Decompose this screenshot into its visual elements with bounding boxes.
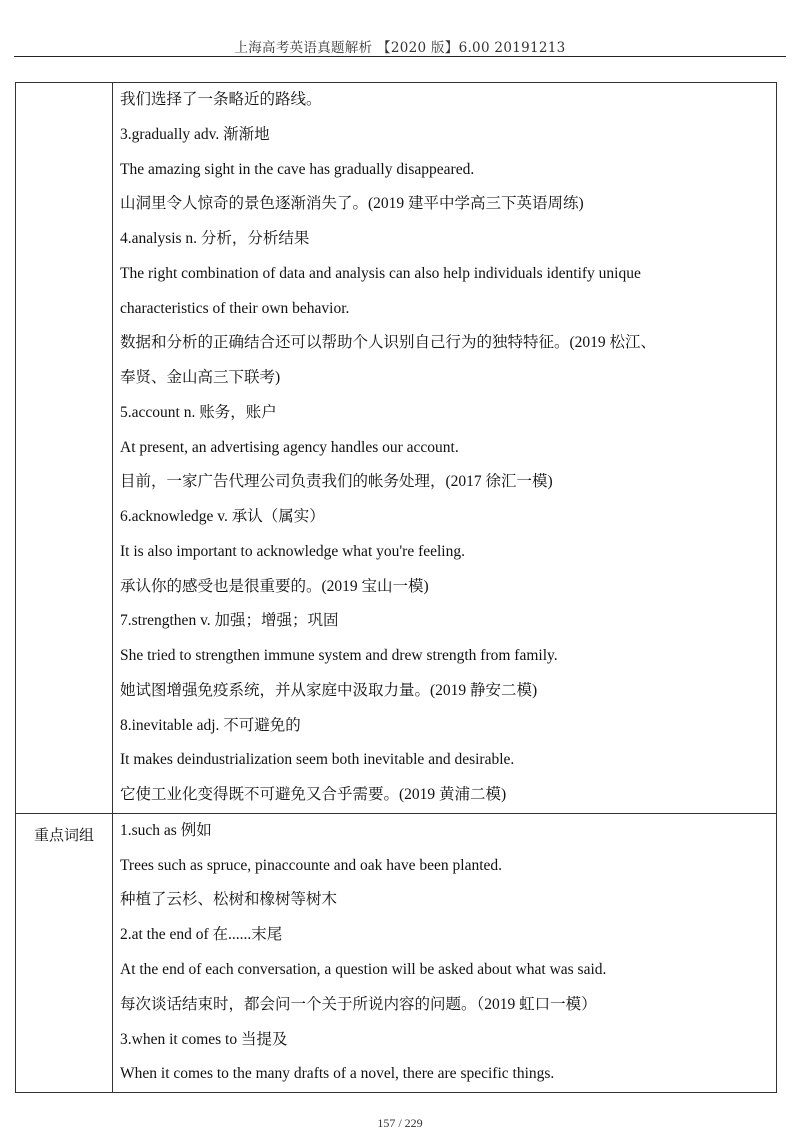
table-row [16, 83, 777, 814]
content-line: 数据和分析的正确结合还可以帮助个人识别自己行为的独特特征。(2019 松江、 [120, 334, 657, 352]
content-line: 承认你的感受也是很重要的。(2019 宝山一模) [120, 577, 429, 595]
content-line: The right combination of data and analysis can also help individuals identify unique [120, 264, 641, 282]
content-line: She tried to strengthen immune system and drew strength from family. [120, 647, 558, 664]
content-line: 每次谈话结束时，都会问一个关于所说内容的问题。（2019 虹口一模） [120, 995, 597, 1013]
content-line: Trees such as spruce, pinaccounte and oak have been planted. [120, 856, 503, 874]
content-line: 3.gradually adv. 渐渐地 [120, 125, 270, 143]
content-line: At the end of each conversation, a question will be asked about what was said. [120, 960, 607, 978]
content-line: The amazing sight in the cave has gradually disappeared. [120, 160, 475, 178]
content-line: 我们选择了一条略近的路线。 [120, 91, 322, 108]
row-content [113, 813, 777, 1092]
content-line: 山洞里令人惊奇的景色逐渐消失了。(2019 建平中学高三下英语周练) [120, 195, 584, 213]
content-line: 目前，一家广告代理公司负责我们的帐务处理，(2017 徐汇一模) [120, 473, 553, 491]
content-line: 1.such as 例如 [120, 821, 212, 839]
page-number: 157 / 229 [377, 1116, 423, 1130]
content-line: 7.strengthen v. 加强；增强；巩固 [120, 612, 339, 630]
content-line: 种植了云杉、松树和橡树等树木 [120, 891, 338, 909]
content-line: characteristics of their own behavior. [120, 299, 350, 317]
vocabulary-table [15, 82, 777, 1093]
content-line: At present, an advertising agency handles our account. [120, 438, 459, 456]
content-line: 8.inevitable adj. 不可避免的 [120, 716, 301, 734]
content-line: 她试图增强免疫系统，并从家庭中汲取力量。(2019 静安二模) [120, 681, 538, 699]
content-line: 5.account n. 账务，账户 [120, 403, 277, 421]
content-line: 2.at the end of 在......末尾 [120, 926, 283, 944]
content-line: When it comes to the many drafts of a novel, there are specific things. [120, 1065, 555, 1083]
content-line: 3.when it comes to 当提及 [120, 1030, 288, 1048]
content-line: 6.acknowledge v. 承认（属实） [120, 508, 325, 525]
table-row [16, 813, 777, 1092]
row-label-key-phrases: 重点词组 [16, 813, 113, 1092]
content-line: It makes deindustrialization seem both inevitable and desirable. [120, 751, 515, 769]
content-line: 它使工业化变得既不可避免又合乎需要。(2019 黄浦二模) [120, 786, 507, 803]
row-content [113, 83, 777, 814]
content-line: It is also important to acknowledge what you're feeling. [120, 542, 465, 560]
page-header: 上海高考英语真题解析 【2020 版】6.00 20191213 [234, 40, 566, 56]
row-label [16, 83, 113, 814]
header-divider [14, 56, 786, 57]
content-line: 奉贤、金山高三下联考) [120, 369, 281, 386]
content-line: 4.analysis n. 分析，分析结果 [120, 230, 310, 247]
